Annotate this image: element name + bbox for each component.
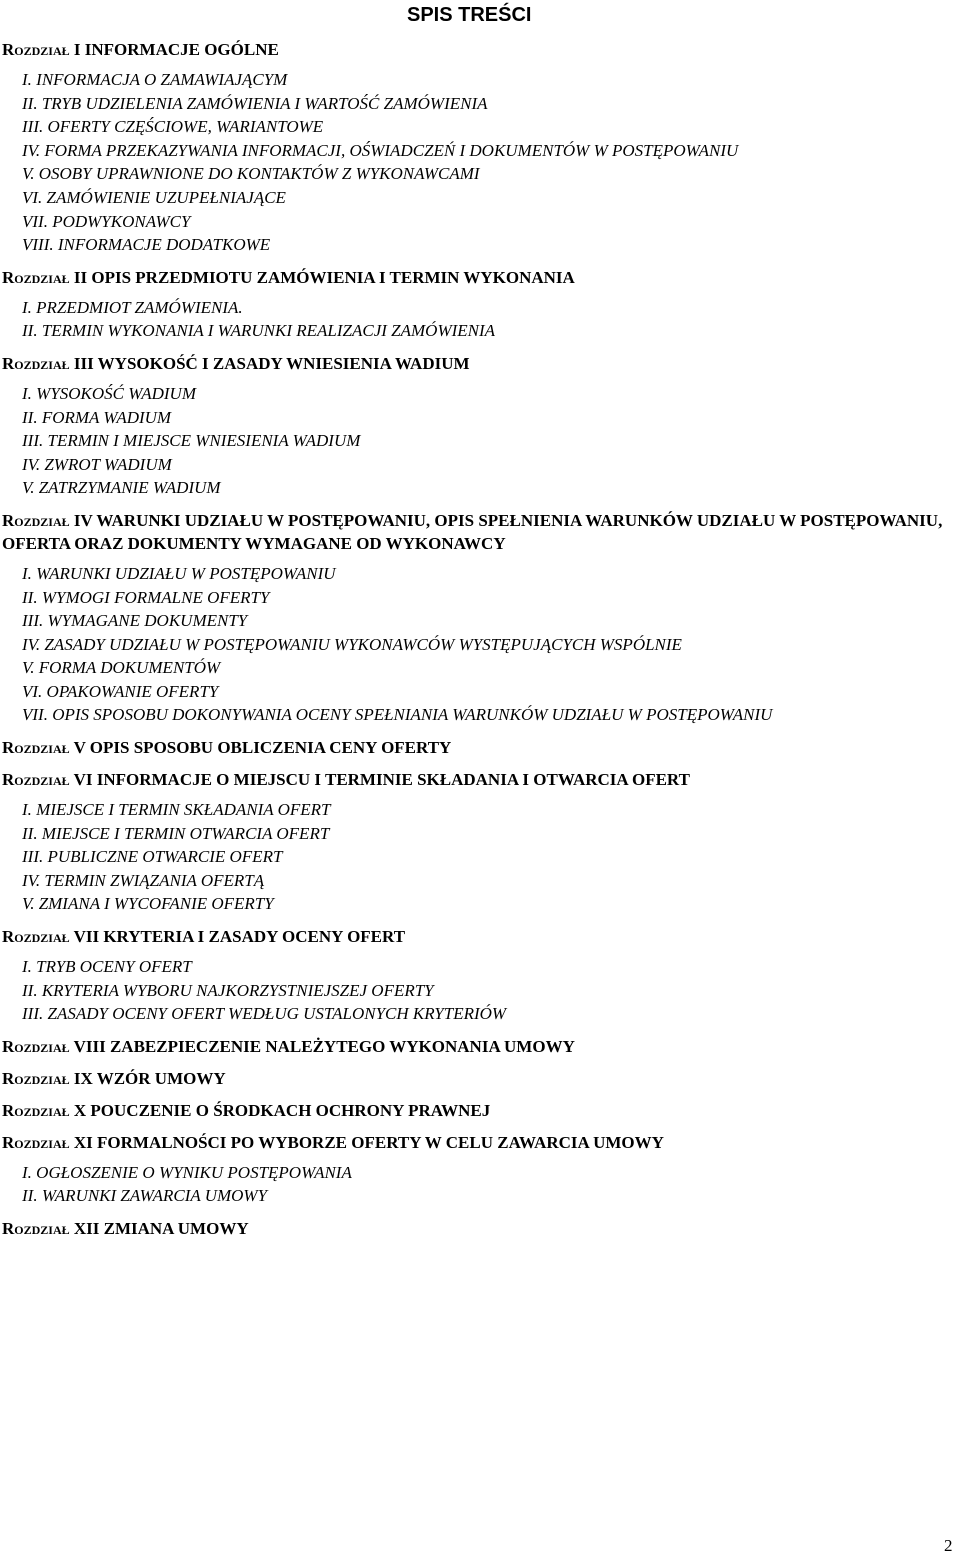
section-item: III. OFERTY CZĘŚCIOWE, WARIANTOWE bbox=[22, 117, 324, 137]
section-item: I. TRYB OCENY OFERT bbox=[22, 957, 192, 977]
toc-chapter bbox=[0, 1217, 956, 1240]
toc-chapter bbox=[0, 266, 956, 343]
chapter-prefix: Rozdział bbox=[2, 40, 70, 59]
chapter-prefix: Rozdział bbox=[2, 1219, 70, 1238]
chapter-heading bbox=[0, 1131, 956, 1154]
section-list bbox=[0, 296, 956, 343]
toc-chapter bbox=[0, 1099, 956, 1122]
chapter-prefix: Rozdział bbox=[2, 267, 70, 287]
chapter-prefix: Rozdział bbox=[2, 1100, 70, 1120]
section-item: V. ZATRZYMANIE WADIUM bbox=[22, 478, 221, 498]
section-item: II. WYMOGI FORMALNE OFERTY bbox=[22, 587, 270, 607]
section-item: IV. ZWROT WADIUM bbox=[22, 454, 172, 474]
chapter-title: VIII ZABEZPIECZENIE NALEŻYTEGO WYKONANIA UMOWY bbox=[73, 1036, 575, 1056]
chapter-title: III WYSOKOŚĆ I ZASADY WNIESIENIA WADIUM bbox=[73, 353, 470, 373]
section-item: IV. TERMIN ZWIĄZANIA OFERTĄ bbox=[22, 870, 265, 890]
chapter-heading bbox=[0, 1035, 956, 1058]
chapter-title: IX WZÓR UMOWY bbox=[73, 1068, 226, 1088]
toc-chapter bbox=[0, 1067, 956, 1090]
chapter-heading bbox=[0, 266, 956, 289]
section-item: II. KRYTERIA WYBORU NAJKORZYSTNIEJSZEJ OFERTY bbox=[22, 980, 434, 1000]
section-item: II. MIEJSCE I TERMIN OTWARCIA OFERT bbox=[22, 823, 330, 843]
section-item: I. WARUNKI UDZIAŁU W POSTĘPOWANIU bbox=[22, 563, 336, 583]
chapter-title: VII KRYTERIA I ZASADY OCENY OFERT bbox=[73, 927, 406, 947]
toc-chapter bbox=[0, 768, 956, 916]
section-item: II. WARUNKI ZAWARCIA UMOWY bbox=[22, 1186, 268, 1206]
section-item: V. OSOBY UPRAWNIONE DO KONTAKTÓW Z WYKONAWCAMI bbox=[22, 164, 480, 184]
section-item: VI. OPAKOWANIE OFERTY bbox=[22, 681, 219, 701]
chapter-prefix: Rozdział bbox=[2, 738, 70, 758]
chapter-heading bbox=[0, 1067, 956, 1090]
section-item: I. MIEJSCE I TERMIN SKŁADANIA OFERT bbox=[22, 800, 331, 820]
chapter-prefix: Rozdział bbox=[2, 770, 70, 790]
chapter-heading bbox=[0, 736, 956, 759]
section-item: II. TRYB UDZIELENIA ZAMÓWIENIA I WARTOŚĆ ZAMÓWIENIA bbox=[22, 93, 488, 113]
section-list bbox=[0, 382, 956, 500]
chapter-heading bbox=[0, 38, 956, 61]
section-item: I. OGŁOSZENIE O WYNIKU POSTĘPOWANIA bbox=[22, 1162, 352, 1182]
toc-chapter bbox=[0, 736, 956, 759]
chapter-prefix: Rozdział bbox=[2, 510, 70, 530]
table-of-contents bbox=[0, 38, 956, 1249]
section-list bbox=[0, 798, 956, 916]
chapter-title: VI INFORMACJE O MIEJSCU I TERMINIE SKŁADANIA I OTWARCIA OFERT bbox=[73, 770, 690, 790]
section-list bbox=[0, 1161, 956, 1208]
section-item: VIII. INFORMACJE DODATKOWE bbox=[22, 235, 271, 255]
section-item: V. ZMIANA I WYCOFANIE OFERTY bbox=[22, 894, 274, 914]
chapter-title: X POUCZENIE O ŚRODKACH OCHRONY PRAWNEJ bbox=[73, 1100, 491, 1120]
chapter-heading bbox=[0, 509, 956, 555]
toc-chapter bbox=[0, 509, 956, 727]
chapter-prefix: Rozdział bbox=[2, 927, 70, 947]
chapter-prefix: Rozdział bbox=[2, 1132, 70, 1152]
chapter-heading bbox=[0, 925, 956, 948]
chapter-title: V OPIS SPOSOBU OBLICZENIA CENY OFERTY bbox=[73, 738, 452, 758]
chapter-title: IV WARUNKI UDZIAŁU W POSTĘPOWANIU, OPIS SPEŁNIENIA WARUNKÓW UDZIAŁU W POSTĘPOWANIU, OFERTA ORAZ DOKUMENTY WYMAGANE OD WYKONAWCY bbox=[2, 510, 943, 553]
chapter-heading bbox=[0, 1099, 956, 1122]
chapter-title: II OPIS PRZEDMIOTU ZAMÓWIENIA I TERMIN WYKONANIA bbox=[73, 267, 575, 287]
chapter-title: XII ZMIANA UMOWY bbox=[73, 1219, 249, 1238]
section-list bbox=[0, 955, 956, 1026]
toc-chapter bbox=[0, 38, 956, 257]
chapter-heading bbox=[0, 352, 956, 375]
section-item: VII. PODWYKONAWCY bbox=[22, 211, 191, 231]
chapter-title: I INFORMACJE OGÓLNE bbox=[73, 40, 279, 59]
toc-chapter bbox=[0, 1131, 956, 1208]
section-item: I. INFORMACJA O ZAMAWIAJĄCYM bbox=[22, 70, 288, 89]
chapter-title: XI FORMALNOŚCI PO WYBORZE OFERTY W CELU ZAWARCIA UMOWY bbox=[73, 1132, 664, 1152]
toc-chapter bbox=[0, 352, 956, 500]
section-item: IV. FORMA PRZEKAZYWANIA INFORMACJI, OŚWIADCZEŃ I DOKUMENTÓW W POSTĘPOWANIU bbox=[22, 140, 739, 160]
section-item: II. FORMA WADIUM bbox=[22, 407, 172, 427]
section-item: III. TERMIN I MIEJSCE WNIESIENIA WADIUM bbox=[22, 431, 361, 451]
section-item: III. WYMAGANE DOKUMENTY bbox=[22, 611, 248, 631]
chapter-prefix: Rozdział bbox=[2, 353, 70, 373]
section-item: II. TERMIN WYKONANIA I WARUNKI REALIZACJI ZAMÓWIENIA bbox=[22, 321, 496, 341]
chapter-heading bbox=[0, 768, 956, 791]
section-list bbox=[0, 68, 956, 257]
section-item: VI. ZAMÓWIENIE UZUPEŁNIAJĄCE bbox=[22, 187, 286, 207]
chapter-prefix: Rozdział bbox=[2, 1068, 70, 1088]
section-list bbox=[0, 562, 956, 727]
section-item: III. PUBLICZNE OTWARCIE OFERT bbox=[22, 847, 283, 867]
section-item: I. WYSOKOŚĆ WADIUM bbox=[22, 383, 196, 403]
section-item: I. PRZEDMIOT ZAMÓWIENIA. bbox=[22, 297, 243, 317]
section-item: IV. ZASADY UDZIAŁU W POSTĘPOWANIU WYKONAWCÓW WYSTĘPUJĄCYCH WSPÓLNIE bbox=[22, 634, 682, 654]
chapter-heading bbox=[0, 1217, 956, 1240]
section-item: III. ZASADY OCENY OFERT WEDŁUG USTALONYCH KRYTERIÓW bbox=[22, 1004, 507, 1024]
chapter-prefix: Rozdział bbox=[2, 1036, 70, 1056]
document-title: SPIS TREŚCI bbox=[407, 4, 532, 26]
section-item: V. FORMA DOKUMENTÓW bbox=[22, 658, 221, 678]
toc-chapter bbox=[0, 1035, 956, 1058]
section-item: VII. OPIS SPOSOBU DOKONYWANIA OCENY SPEŁNIANIA WARUNKÓW UDZIAŁU W POSTĘPOWANIU bbox=[22, 705, 773, 725]
toc-chapter bbox=[0, 925, 956, 1026]
page-number: 2 bbox=[944, 1536, 953, 1555]
